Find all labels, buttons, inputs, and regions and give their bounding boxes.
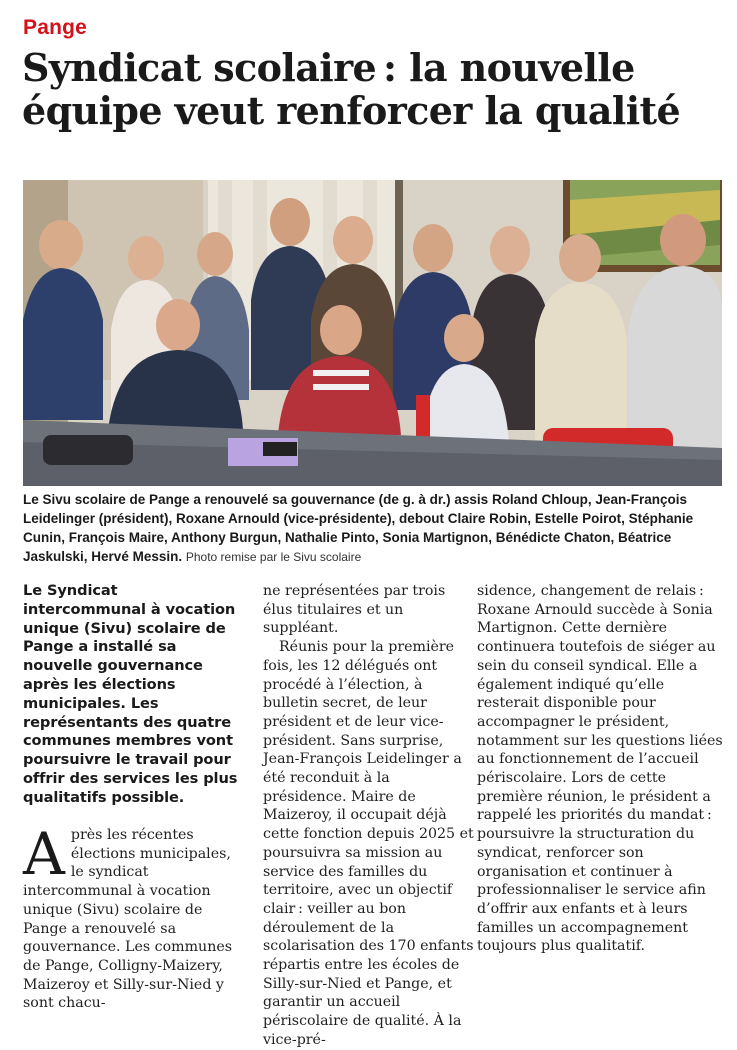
group-photo <box>23 180 722 486</box>
caption-text: Le Sivu scolaire de Pange a renouvelé sa gouvernance (de g. à dr.) assis Roland Chloup, Jean-François Leidelinger (président), Roxane Arnould (vice-présidente), debout Claire Robin, Estelle Poirot, Stéphanie Cunin, François Maire, Anthony Burgun, Nathalie Pinto, Sonia Martignon, Bénédicte Chaton, Béatrice Jaskulski, Hervé Messin. <box>23 492 694 564</box>
photo-caption <box>23 490 723 567</box>
section-label: Pange <box>23 16 88 39</box>
lead-text: Le Syndicat intercommunal à vocation unique (Sivu) scolaire de Pange a installé sa nouvelle gouvernance après les élections municipales. Les représentants des quatre communes membres vont poursuivre le travail pour offrir des services les plus qualitatifs possible. <box>23 582 238 806</box>
body-col2-para-1: ne représentées par trois élus titulaires et un suppléant. <box>263 583 446 637</box>
drop-cap: A <box>23 820 65 888</box>
body-column-1 <box>23 820 245 1013</box>
body-column-2 <box>263 582 475 1050</box>
body-col1-text: près les récentes élections municipales, le syndicat intercommunal à vocation unique (Sivu) scolaire de Pange a renouvelé sa gouvernance. Les communes de Pange, Colligny-Maizery, Maizeroy et Silly-sur-Nied y sont chacu- <box>23 827 233 1012</box>
lead-paragraph <box>23 582 245 808</box>
headline-line-1: Syndicat scolaire : la nouvelle <box>22 45 635 90</box>
headline <box>22 46 722 132</box>
body-col3-text: sidence, changement de relais : Roxane Arnould succède à Sonia Martignon. Cette dernière continuera toutefois de siéger au sein du conseil syndical. Elle a également indiqué qu’elle resterait disponible pour accompagner le président, notamment sur les questions liées au fonctionnement de l’accueil périscolaire. Lors de cette première réunion, le président a rappelé les priorités du mandat : poursuivre la structuration du syndicat, renforcer son organisation et continuer à professionnaliser le service afin d’offrir aux enfants et à leurs familles un accompagnement toujours plus qualitatif. <box>477 583 723 955</box>
caption-credit: Photo remise par le Sivu scolaire <box>185 550 362 564</box>
body-col2-para-2: Réunis pour la première fois, les 12 délégués ont procédé à l’élection, à bulletin secret, de leur président et de leur vice-président. Sans surprise, Jean-François Leidelinger a été reconduit à la présidence. Maire de Maizeroy, il occupait déjà cette fonction depuis 2025 et poursuivra sa mission au service des familles du territoire, avec un objectif clair : veiller au bon déroulement de la scolarisation des 170 enfants répartis entre les écoles de Silly-sur-Nied et Pange, et garantir un accueil périscolaire de qualité. À la vice-pré- <box>263 639 474 1048</box>
headline-line-2: équipe veut renforcer la qualité <box>22 88 681 133</box>
body-column-3 <box>477 582 723 956</box>
